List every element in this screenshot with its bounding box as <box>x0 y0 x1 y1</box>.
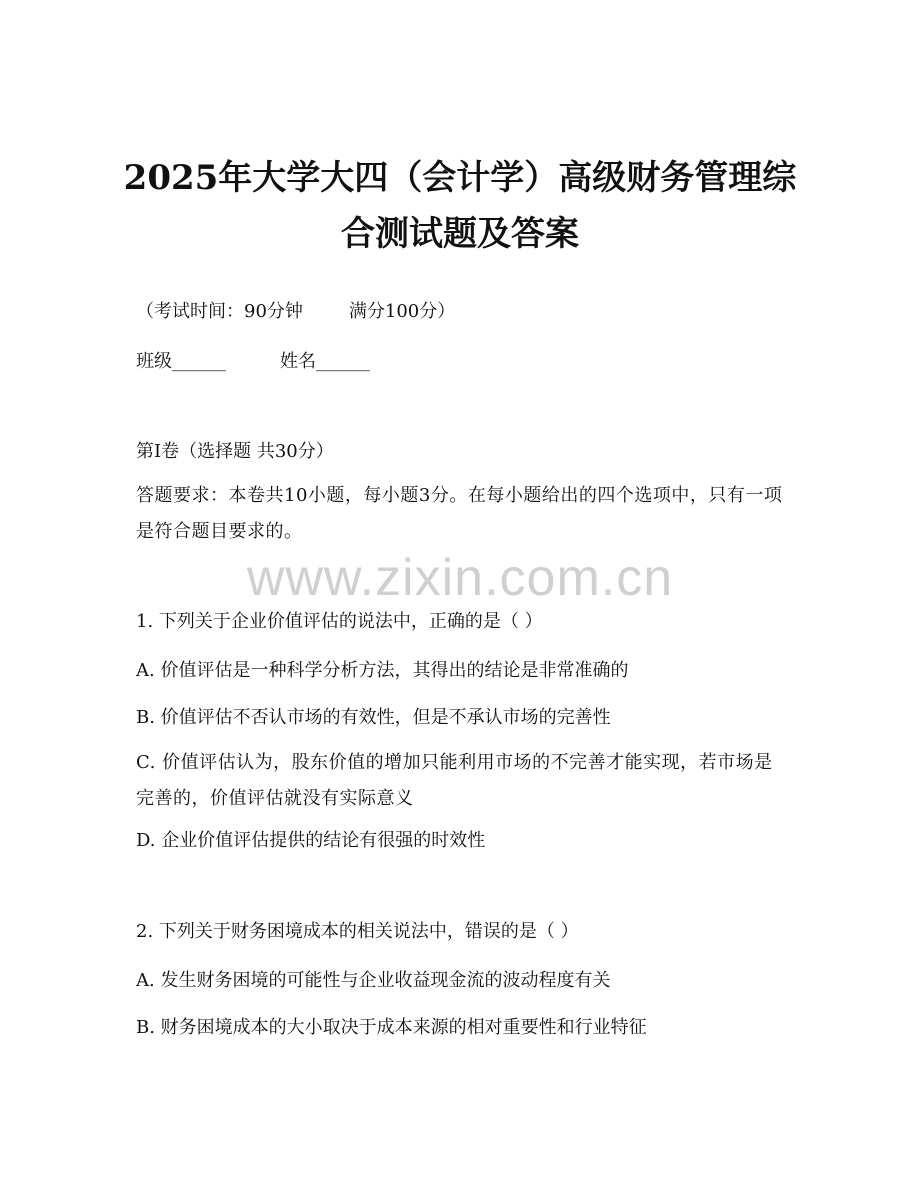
question-2-stem: 2. 下列关于财务困境成本的相关说法中，错误的是（ ） <box>136 921 579 942</box>
title-line-1: 2025年大学大四（会计学）高级财务管理综 <box>123 158 797 198</box>
question-1-stem: 1. 下列关于企业价值评估的说法中，正确的是（ ） <box>136 611 543 632</box>
question-2-option-a: A. 发生财务困境的可能性与企业收益现金流的波动程度有关 <box>136 970 611 991</box>
title-line-2: 合测试题及答案 <box>341 214 579 254</box>
question-1-option-a: A. 价值评估是一种科学分析方法，其得出的结论是非常准确的 <box>136 660 629 681</box>
exam-info <box>136 297 455 327</box>
exam-time: （考试时间：90分钟 <box>136 301 303 322</box>
question-2-option-b: B. 财务困境成本的大小取决于成本来源的相对重要性和行业特征 <box>136 1017 647 1038</box>
name-field: 姓名______ <box>280 351 370 372</box>
instructions: 答题要求：本卷共10小题，每小题3分。在每小题给出的四个选项中，只有一项是符合题目要求的。 <box>136 485 783 542</box>
exam-full-score: 满分100分） <box>348 301 456 322</box>
watermark: www.zixin.com.cn <box>246 549 674 607</box>
document-title <box>100 150 820 262</box>
question-1-option-b: B. 价值评估不否认市场的有效性，但是不承认市场的完善性 <box>136 707 611 728</box>
question-1-option-d: D. 企业价值评估提供的结论有很强的时效性 <box>136 830 486 851</box>
class-field: 班级______ <box>136 351 226 372</box>
student-info <box>136 347 370 377</box>
question-1-option-c: C. 价值评估认为，股东价值的增加只能利用市场的不完善才能实现，若市场是完善的，价值评估就没有实际意义 <box>136 752 773 809</box>
section-title: 第Ⅰ卷（选择题 共30分） <box>136 441 334 462</box>
